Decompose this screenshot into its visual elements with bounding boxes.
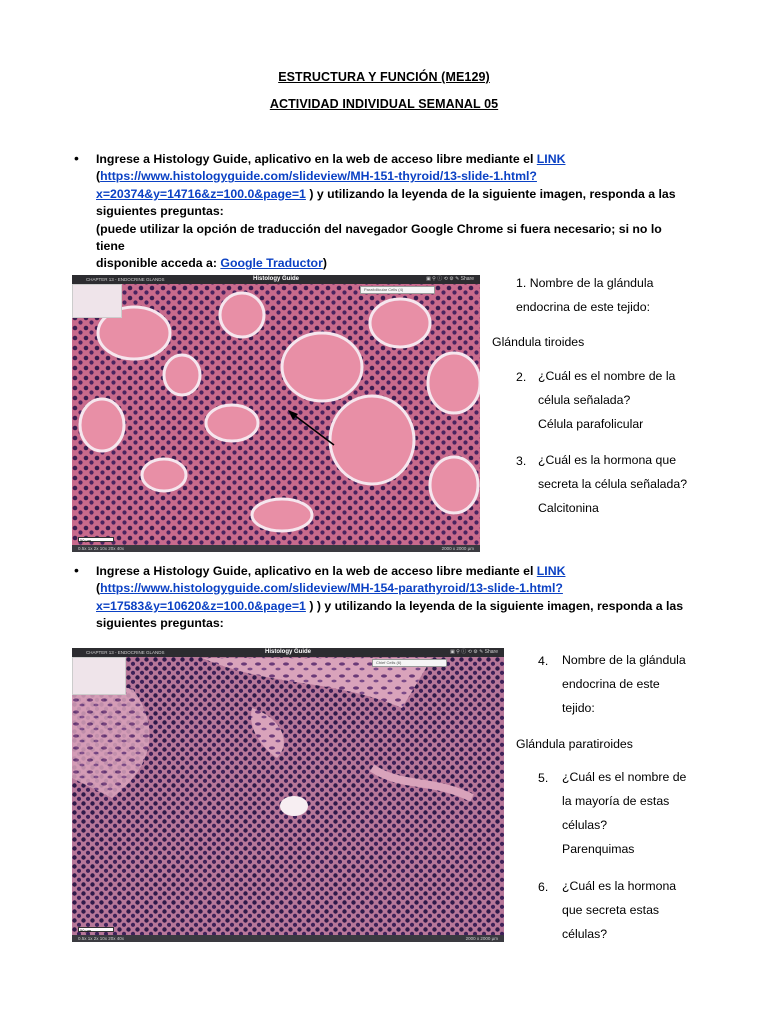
question-4-number: 4.	[538, 654, 549, 668]
parathyroid-tissue-image	[72, 648, 504, 942]
question-6-line1: ¿Cuál es la hormona	[562, 879, 677, 893]
question-6	[562, 874, 742, 946]
answer-2: Célula parafolicular	[538, 417, 644, 431]
question-3-number: 3.	[516, 454, 527, 468]
answer-5: Parenquimas	[562, 842, 635, 856]
viewer1-scale-label: 50 µm	[80, 538, 92, 543]
question-5-line1: ¿Cuál es el nombre de	[562, 770, 687, 784]
viewer1-controls[interactable]: ▣ ⚲ ⓘ ⟲ ⚙ ✎ Share	[426, 276, 474, 282]
section2-line3: siguientes preguntas:	[96, 616, 224, 631]
viewer2-controls[interactable]: ▣ ⚲ ⓘ ⟲ ⚙ ✎ Share	[450, 649, 498, 655]
section1-url-line1[interactable]: https://www.histologyguide.com/slideview/MH-151-thyroid/13-slide-1.html?	[100, 169, 537, 184]
question-3-line2: secreta la célula señalada?	[538, 477, 688, 491]
thyroid-slide-viewer[interactable]	[72, 275, 480, 552]
viewer2-navigator-thumbnail[interactable]	[72, 657, 126, 695]
viewer2-chapter: CHAPTER 13 - ENDOCRINE GLANDS	[86, 650, 165, 655]
question-1-line1: Nombre de la glándula	[529, 276, 654, 290]
section1-line5-pre: disponible acceda a:	[96, 256, 221, 271]
section2-link[interactable]: LINK	[536, 564, 566, 578]
answer-3: Calcitonina	[538, 501, 599, 515]
question-2-number: 2.	[516, 370, 527, 384]
viewer1-zoom-levels[interactable]: 0.5x 1x 2x 10x 20x 40x	[78, 546, 125, 551]
question-4-line3: tejido:	[562, 701, 595, 715]
section1-intro: Ingrese a Histology Guide, aplicativo en la web de acceso libre mediante el	[96, 152, 534, 166]
google-translator-link[interactable]: Google Traductor	[220, 256, 323, 271]
question-6-line3: células?	[562, 927, 608, 941]
question-4-line1: Nombre de la glándula	[562, 653, 686, 667]
question-5	[562, 765, 742, 861]
question-2-line1: ¿Cuál es el nombre de la	[538, 369, 676, 383]
question-4-line2: endocrina de este	[562, 677, 660, 691]
section1-link[interactable]: LINK	[536, 152, 566, 166]
answer-4: Glándula paratiroides	[516, 737, 633, 751]
viewer1-search[interactable]: Parafollicular Cells (4)	[360, 286, 435, 294]
viewer1-title: Histology Guide	[252, 276, 299, 282]
viewer2-title: Histology Guide	[264, 649, 311, 655]
section1-url-line2[interactable]: x=20374&y=14716&z=100.0&page=1	[96, 186, 306, 201]
question-3-line1: ¿Cuál es la hormona que	[538, 453, 677, 467]
viewer1-toolbar	[72, 275, 480, 284]
section1-after-url: ) y utilizando la leyenda de la siguiente imagen, responda a las	[305, 186, 676, 201]
question-5-line2: la mayoría de estas	[562, 794, 670, 808]
section2-instructions	[96, 563, 686, 633]
question-2-line2: célula señalada?	[538, 393, 631, 407]
question-4	[562, 648, 742, 720]
question-6-line2: que secreta estas	[562, 903, 660, 917]
viewer2-zoom-levels[interactable]: 0.5x 1x 2x 10x 20x 40x	[78, 936, 125, 941]
viewer2-statusbar	[72, 935, 504, 942]
viewer2-search[interactable]: Chief Cells (6)	[372, 659, 447, 667]
question-3	[538, 448, 738, 520]
viewer1-coordinates: 2000 x 2000 µm	[441, 546, 474, 551]
section1-instructions	[96, 151, 686, 273]
section2-after-url: ) ) y utilizando la leyenda de la siguiente imagen, responda a las	[305, 598, 684, 613]
section1-line5-post: )	[322, 256, 327, 271]
document-activity-title: ACTIVIDAD INDIVIDUAL SEMANAL 05	[269, 97, 499, 111]
answer-1: Glándula tiroides	[492, 335, 585, 349]
section1-line4: (puede utilizar la opción de traducción del navegador Google Chrome si fuera necesario; si no lo tiene	[96, 221, 662, 254]
viewer2-coordinates: 2000 x 2000 µm	[465, 936, 498, 941]
viewer1-statusbar	[72, 545, 480, 552]
viewer1-navigator-thumbnail[interactable]	[72, 284, 122, 318]
viewer2-toolbar	[72, 648, 504, 657]
section2-intro: Ingrese a Histology Guide, aplicativo en la web de acceso libre mediante el	[96, 564, 534, 578]
question-1-line2: endocrina de este tejido:	[516, 300, 650, 314]
section1-url-open: (	[96, 169, 101, 184]
question-5-line3: células?	[562, 818, 608, 832]
section2-url-open: (	[96, 581, 101, 596]
thyroid-tissue-image	[72, 275, 480, 552]
section2-url-line1[interactable]: https://www.histologyguide.com/slideview/MH-154-parathyroid/13-slide-1.html?	[100, 581, 563, 596]
question-1-number: 1.	[516, 276, 527, 290]
question-2	[538, 364, 738, 436]
section1-line3: siguientes preguntas:	[96, 204, 224, 219]
question-5-number: 5.	[538, 771, 549, 785]
bullet-1: •	[74, 150, 79, 166]
viewer2-scale-label: 50 µm	[80, 928, 92, 933]
section2-url-line2[interactable]: x=17583&y=10620&z=100.0&page=1	[96, 598, 306, 613]
question-1	[516, 271, 716, 319]
viewer1-chapter: CHAPTER 13 - ENDOCRINE GLANDS	[86, 277, 165, 282]
document-course-title: ESTRUCTURA Y FUNCIÓN (ME129)	[278, 70, 490, 84]
parathyroid-slide-viewer[interactable]	[72, 648, 504, 942]
question-6-number: 6.	[538, 880, 549, 894]
bullet-2: •	[74, 562, 79, 578]
